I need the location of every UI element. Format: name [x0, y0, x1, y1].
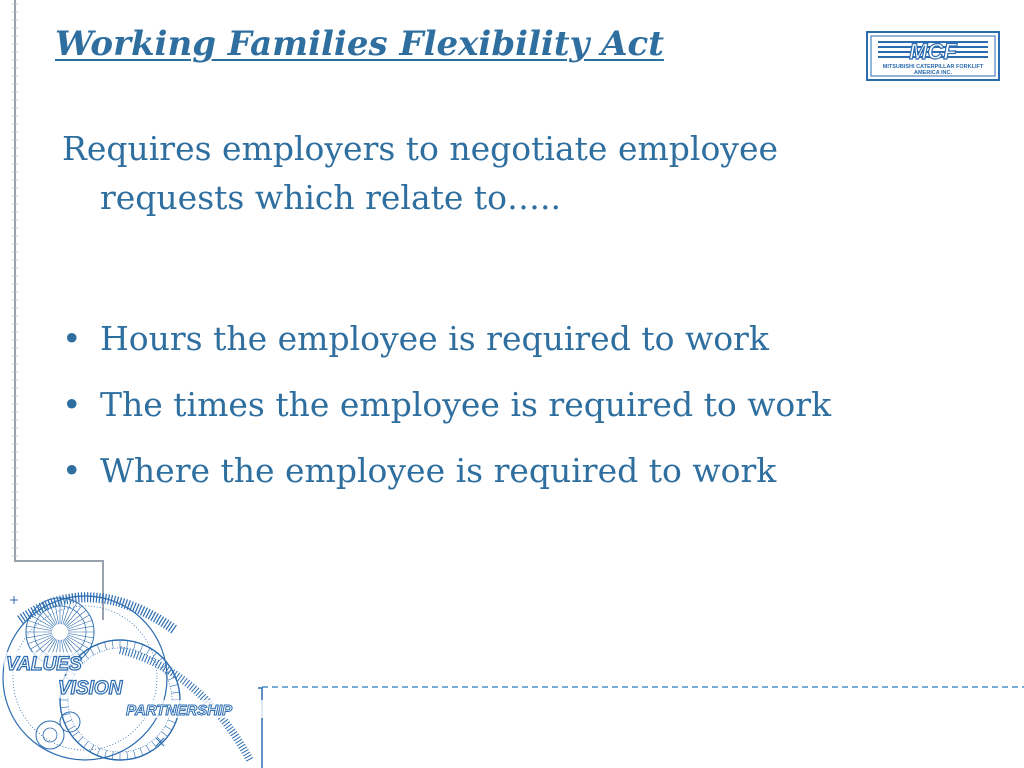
left-vertical-rule: [12, 0, 18, 560]
bullet-list: [62, 306, 831, 504]
bullet-glyph: •: [62, 385, 82, 424]
intro-line-1: Requires employers to negotiate employee: [62, 129, 779, 168]
bullet-glyph: •: [62, 451, 82, 490]
bullet-item: [62, 438, 831, 504]
emblem-word-vision: VISION: [58, 678, 123, 699]
logo-subtext-line1: MITSUBISHI CATERPILLAR FORKLIFT: [882, 64, 984, 70]
mcf-logo: [866, 31, 1000, 81]
bullet-text: Hours the employee is required to work: [100, 319, 769, 358]
footer-dashed-line: [262, 686, 1024, 688]
slide-title: Working Families Flexibility Act: [55, 24, 664, 64]
bullet-item: [62, 372, 831, 438]
values-vision-partnership-emblem: [0, 560, 270, 768]
bullet-text: The times the employee is required to work: [100, 385, 832, 424]
intro-paragraph: [62, 124, 962, 222]
logo-subtext-line2: AMERICA INC.: [914, 70, 952, 76]
bullet-glyph: •: [62, 319, 82, 358]
logo-mark: MCF: [909, 39, 957, 64]
emblem-word-partnership: PARTNERSHIP: [126, 702, 233, 719]
intro-line-2: requests which relate to…..: [100, 178, 562, 217]
bullet-text: Where the employee is required to work: [100, 451, 777, 490]
bullet-item: [62, 306, 831, 372]
emblem-word-values: VALUES: [6, 654, 82, 675]
